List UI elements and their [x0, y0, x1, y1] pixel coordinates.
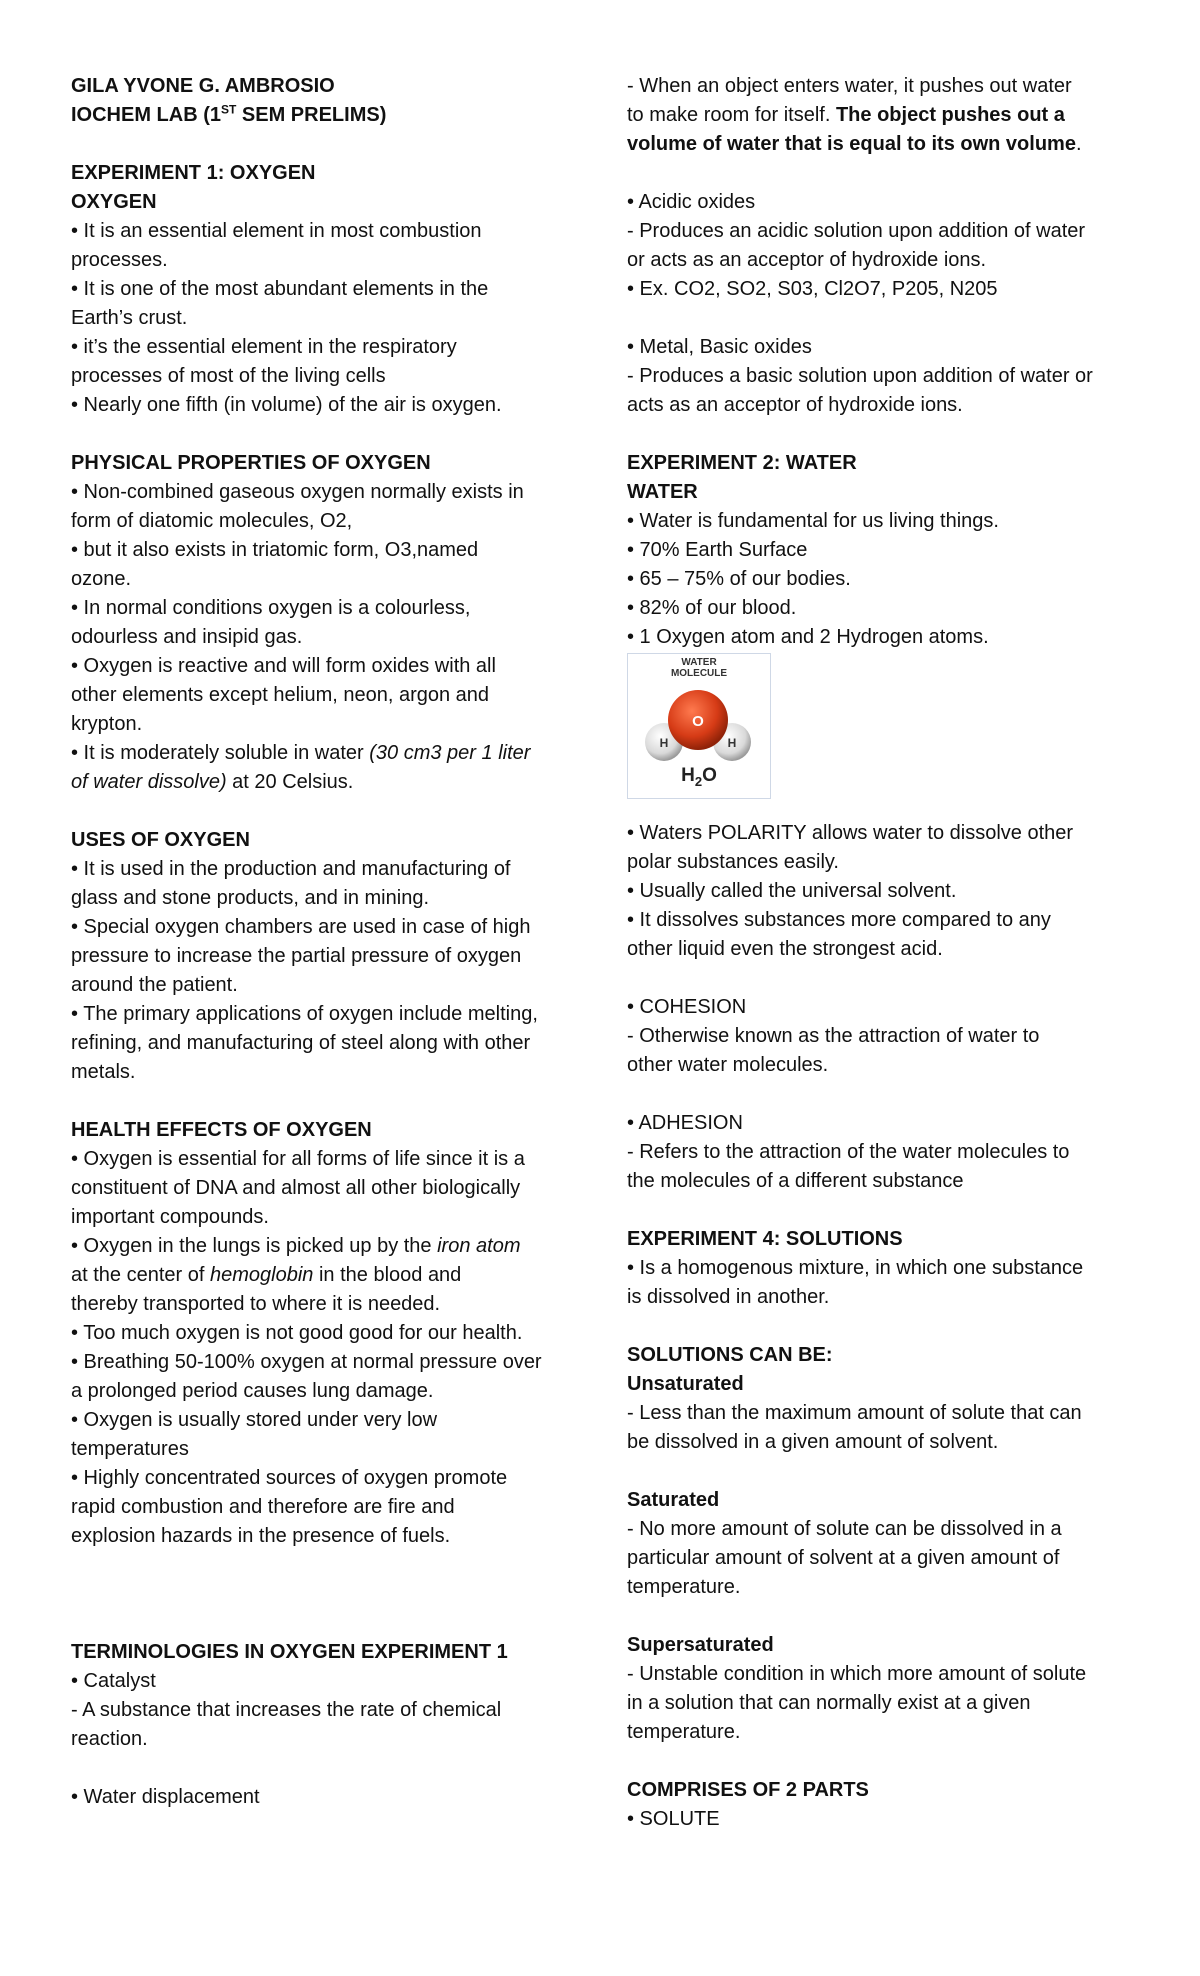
- displacement-line-2: to make room for itself. The object pushes out a: [627, 104, 1065, 126]
- unsaturated-text: [627, 1399, 1147, 1457]
- section-heading-solutions-can-be: SOLUTIONS CAN BE:: [627, 1344, 833, 1366]
- text-line: in a solution that can normally exist at a given: [627, 1692, 1031, 1714]
- text-line: - Produces a basic solution upon addition of water or: [627, 365, 1093, 387]
- text-line: thereby transported to where it is needed.: [71, 1293, 441, 1315]
- left-column: [71, 72, 591, 1812]
- text-line: • but it also exists in triatomic form, O3,named: [71, 539, 479, 561]
- text-line: • COHESION: [627, 996, 747, 1018]
- text-line: - Less than the maximum amount of solute that can: [627, 1402, 1082, 1424]
- acidic-oxides-text: [627, 188, 1147, 304]
- text-line: - A substance that increases the rate of chemical: [71, 1699, 502, 1721]
- text-line: • it’s the essential element in the respiratory: [71, 336, 457, 358]
- text-line: particular amount of solvent at a given amount of: [627, 1547, 1060, 1569]
- section-heading-health-effects: HEALTH EFFECTS OF OXYGEN: [71, 1119, 372, 1141]
- text-line: polar substances easily.: [627, 851, 839, 873]
- supersaturated-text: [627, 1660, 1147, 1747]
- text-line: temperature.: [627, 1721, 741, 1743]
- polarity-text: [627, 819, 1147, 964]
- solute-item: • SOLUTE: [627, 1808, 720, 1830]
- health-text-a: [71, 1145, 591, 1232]
- saturated-heading: Saturated: [627, 1489, 720, 1511]
- text-line: • ADHESION: [627, 1112, 743, 1134]
- section-heading-uses: USES OF OXYGEN: [71, 829, 250, 851]
- terminologies-text: [71, 1667, 591, 1754]
- iron-atom-line: • Oxygen in the lungs is picked up by the iron atom: [71, 1235, 521, 1257]
- text-line: - No more amount of solute can be dissolved in a: [627, 1518, 1062, 1540]
- text-line: acts as an acceptor of hydroxide ions.: [627, 394, 963, 416]
- text-line: temperatures: [71, 1438, 189, 1460]
- section-heading-experiment-4: EXPERIMENT 4: SOLUTIONS: [627, 1228, 903, 1250]
- text-line: • 1 Oxygen atom and 2 Hydrogen atoms.: [627, 626, 989, 648]
- text-line: other water molecules.: [627, 1054, 829, 1076]
- text-line: refining, and manufacturing of steel along with other: [71, 1032, 531, 1054]
- displacement-line-3: volume of water that is equal to its own volume.: [627, 133, 1082, 155]
- text-line: temperature.: [627, 1576, 741, 1598]
- text-line: • Water is fundamental for us living things.: [627, 510, 999, 532]
- health-text-b: [71, 1290, 591, 1551]
- text-line: • It is one of the most abundant elements in the: [71, 278, 489, 300]
- text-line: • Usually called the universal solvent.: [627, 880, 957, 902]
- section-heading-experiment-2: EXPERIMENT 2: WATER: [627, 452, 857, 474]
- section-heading-terminologies: TERMINOLOGIES IN OXYGEN EXPERIMENT 1: [71, 1641, 508, 1663]
- right-column: [627, 72, 1147, 1834]
- text-line: important compounds.: [71, 1206, 269, 1228]
- text-line: pressure to increase the partial pressure of oxygen: [71, 945, 522, 967]
- text-line: explosion hazards in the presence of fuels.: [71, 1525, 451, 1547]
- author-name: GILA YVONE G. AMBROSIO: [71, 75, 335, 97]
- text-line: Earth’s crust.: [71, 307, 188, 329]
- course-title: IOCHEM LAB (1ST SEM PRELIMS): [71, 102, 387, 126]
- text-line: glass and stone products, and in mining.: [71, 887, 429, 909]
- text-line: • It dissolves substances more compared to any: [627, 909, 1051, 931]
- hemoglobin-line: at the center of hemoglobin in the blood and: [71, 1264, 462, 1286]
- text-line: • Too much oxygen is not good good for our health.: [71, 1322, 523, 1344]
- figure-caption: WATER MOLECULE: [670, 657, 728, 679]
- text-line: • Highly concentrated sources of oxygen promote: [71, 1467, 508, 1489]
- text-line: • In normal conditions oxygen is a colourless,: [71, 597, 471, 619]
- text-line: processes.: [71, 249, 168, 271]
- section-heading-experiment-1: EXPERIMENT 1: OXYGEN: [71, 162, 316, 184]
- water-molecule-figure: [627, 653, 771, 799]
- hydrogen-label-left: H: [659, 736, 669, 750]
- solubility-line-2: of water dissolve) at 20 Celsius.: [71, 771, 354, 793]
- section-heading-two-parts: COMPRISES OF 2 PARTS: [627, 1779, 869, 1801]
- text-line: other liquid even the strongest acid.: [627, 938, 943, 960]
- text-line: • 82% of our blood.: [627, 597, 797, 619]
- text-line: • 70% Earth Surface: [627, 539, 808, 561]
- text-line: • Catalyst: [71, 1670, 156, 1692]
- section-subheading-oxygen: OXYGEN: [71, 191, 157, 213]
- text-line: • Breathing 50-100% oxygen at normal pressure over: [71, 1351, 542, 1373]
- hydrogen-label-right: H: [727, 736, 737, 750]
- text-line: • Acidic oxides: [627, 191, 756, 213]
- uses-text: [71, 855, 591, 1087]
- text-line: - Otherwise known as the attraction of water to: [627, 1025, 1040, 1047]
- text-line: - Refers to the attraction of the water molecules to: [627, 1141, 1070, 1163]
- physical-properties-text: [71, 478, 591, 739]
- text-line: around the patient.: [71, 974, 238, 996]
- text-line: • Metal, Basic oxides: [627, 336, 812, 358]
- cohesion-text: [627, 993, 1147, 1080]
- text-line: is dissolved in another.: [627, 1286, 830, 1308]
- text-line: - Unstable condition in which more amount of solute: [627, 1663, 1087, 1685]
- text-line: • Is a homogenous mixture, in which one substance: [627, 1257, 1084, 1279]
- text-line: • Oxygen is usually stored under very low: [71, 1409, 438, 1431]
- solutions-definition-text: [627, 1254, 1147, 1312]
- text-line: processes of most of the living cells: [71, 365, 386, 387]
- text-line: other elements except helium, neon, argon and: [71, 684, 490, 706]
- unsaturated-heading: Unsaturated: [627, 1373, 744, 1395]
- supersaturated-heading: Supersaturated: [627, 1634, 774, 1656]
- text-line: • It is an essential element in most combustion: [71, 220, 482, 242]
- text-line: • The primary applications of oxygen include melting,: [71, 1003, 538, 1025]
- text-line: rapid combustion and therefore are fire and: [71, 1496, 455, 1518]
- text-line: a prolonged period causes lung damage.: [71, 1380, 434, 1402]
- solubility-line-1: • It is moderately soluble in water (30 cm3 per 1 liter: [71, 742, 531, 764]
- text-line: • Special oxygen chambers are used in case of high: [71, 916, 531, 938]
- text-line: form of diatomic molecules, O2,: [71, 510, 353, 532]
- text-line: • Nearly one fifth (in volume) of the air is oxygen.: [71, 394, 502, 416]
- text-line: reaction.: [71, 1728, 148, 1750]
- text-line: odourless and insipid gas.: [71, 626, 303, 648]
- oxygen-intro-text: [71, 217, 591, 420]
- text-line: - Produces an acidic solution upon addition of water: [627, 220, 1086, 242]
- water-facts-text: [627, 507, 1147, 652]
- text-line: be dissolved in a given amount of solvent.: [627, 1431, 999, 1453]
- text-line: • Oxygen is essential for all forms of life since it is a: [71, 1148, 525, 1170]
- water-displacement-term: • Water displacement: [71, 1786, 260, 1808]
- section-subheading-water: WATER: [627, 481, 698, 503]
- saturated-text: [627, 1515, 1147, 1602]
- text-line: • Ex. CO2, SO2, S03, Cl2O7, P205, N205: [627, 278, 998, 300]
- text-line: krypton.: [71, 713, 143, 735]
- displacement-line-1: - When an object enters water, it pushes out water: [627, 75, 1072, 97]
- section-heading-physical-properties: PHYSICAL PROPERTIES OF OXYGEN: [71, 452, 431, 474]
- water-formula: $H_2O$: [681, 765, 717, 789]
- adhesion-text: [627, 1109, 1147, 1196]
- text-line: • Waters POLARITY allows water to dissolve other: [627, 822, 1074, 844]
- text-line: • Non-combined gaseous oxygen normally exists in: [71, 481, 524, 503]
- text-line: ozone.: [71, 568, 132, 590]
- text-line: or acts as an acceptor of hydroxide ions.: [627, 249, 987, 271]
- text-line: • Oxygen is reactive and will form oxides with all: [71, 655, 496, 677]
- basic-oxides-text: [627, 333, 1147, 420]
- text-line: the molecules of a different substance: [627, 1170, 964, 1192]
- text-line: constituent of DNA and almost all other biologically: [71, 1177, 521, 1199]
- oxygen-label: O: [692, 713, 704, 730]
- text-line: • 65 – 75% of our bodies.: [627, 568, 851, 590]
- text-line: • It is used in the production and manufacturing of: [71, 858, 511, 880]
- text-line: metals.: [71, 1061, 136, 1083]
